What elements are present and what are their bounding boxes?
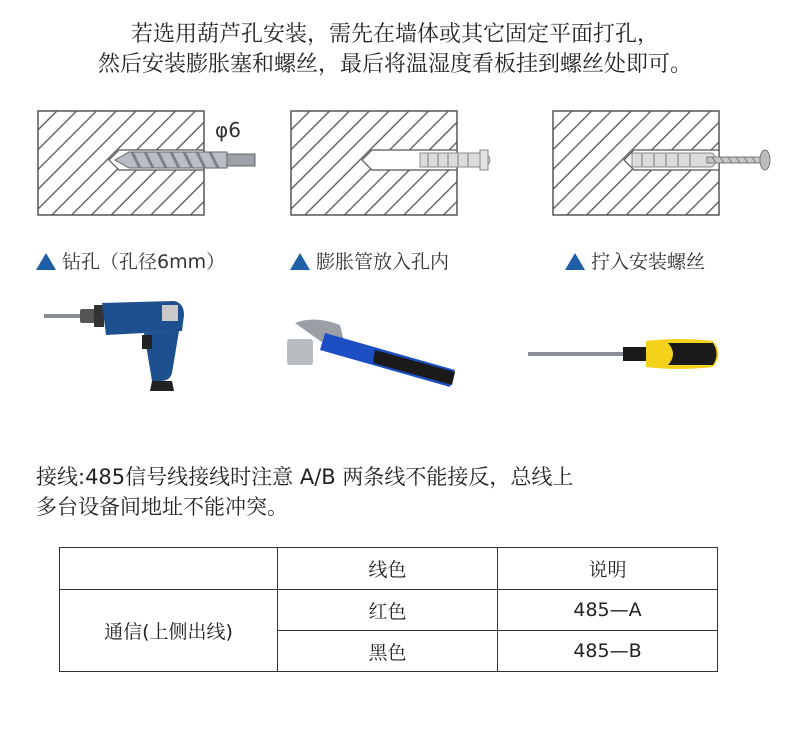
intro-line-1: 若选用葫芦孔安装，需先在墙体或其它固定平面打孔， — [130, 22, 659, 47]
wire-color-cell: 黑色 — [278, 631, 498, 672]
table-header-cell — [60, 548, 278, 590]
anchor-plug-icon — [420, 150, 490, 170]
step-screw-figure — [552, 110, 782, 224]
wiring-line-1: 接线:485信号线接线时注意 A/B 两条线不能接反，总线上 — [36, 465, 574, 489]
triangle-icon — [290, 253, 310, 270]
screwdriver-icon — [528, 335, 728, 379]
row-group-label: 通信(上侧出线) — [60, 590, 278, 672]
hammer-icon — [285, 315, 465, 399]
wiring-table — [59, 547, 718, 672]
table-header-cell: 线色 — [278, 548, 498, 590]
drill-size-label: φ6 — [215, 118, 241, 142]
wire-color-cell: 红色 — [278, 590, 498, 631]
step-anchor-caption: 膨胀管放入孔内 — [290, 247, 449, 274]
intro-line-2: 然后安装膨胀塞和螺丝，最后将温湿度看板挂到螺丝处即可。 — [97, 52, 692, 77]
step-drill-caption: 钻孔（孔径6mm） — [36, 247, 225, 274]
wiring-note — [36, 462, 756, 522]
intro-text — [0, 20, 790, 80]
table-row — [60, 590, 718, 631]
table-header-cell: 说明 — [498, 548, 718, 590]
anchor-with-screw-icon — [632, 150, 770, 170]
triangle-icon — [36, 253, 56, 270]
electric-drill-icon — [44, 295, 204, 404]
drill-bit-icon — [115, 152, 255, 168]
wire-desc-cell: 485—B — [498, 631, 718, 672]
wiring-line-2: 多台设备间地址不能冲突。 — [36, 495, 288, 519]
step-anchor-figure — [290, 110, 500, 224]
table-header-row — [60, 548, 718, 590]
wire-desc-cell: 485—A — [498, 590, 718, 631]
step-drill-figure — [37, 110, 267, 224]
step-screw-caption: 拧入安装螺丝 — [565, 247, 705, 274]
triangle-icon — [565, 253, 585, 270]
